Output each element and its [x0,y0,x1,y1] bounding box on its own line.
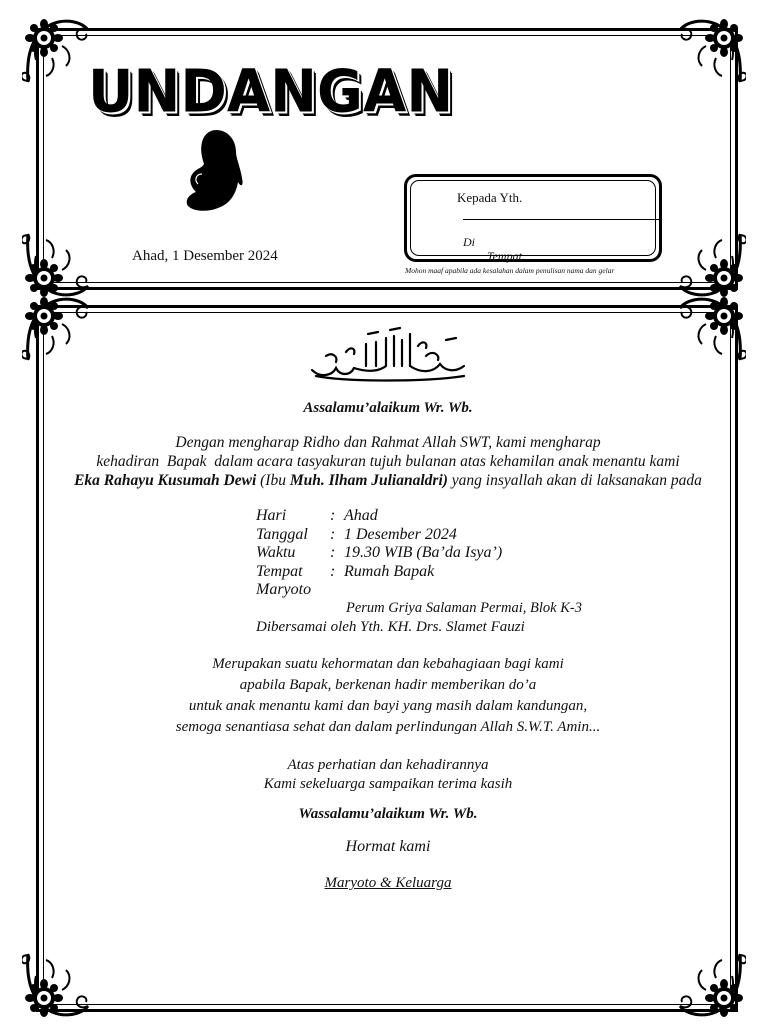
intro-line-2: kehadiran Bapak dalam acara tasyakuran tujuh bulanan atas kehamilan anak menantu kami [96,453,680,470]
corner-ornament-top-right [674,16,746,88]
detail-label: Waktu [256,544,296,561]
invitation-title: UNDANGAN [88,58,454,127]
detail-label: Tempat [256,562,303,580]
accompanied-by: Dibersamai oleh Yth. KH. Drs. Slamet Fauzi [256,619,525,635]
closing-line-1: Merupakan suatu kehormatan dan kebahagiaan bagi kami [212,656,564,672]
recipient-label: Kepada Yth. [457,190,523,205]
corner-ornament-mid-left-lower [22,294,94,366]
closing-paragraph [40,654,736,738]
recipient-box [404,174,662,262]
closing-line-4: semoga senantiasa sehat dan dalam perlindungan Allah S.W.T. Amin... [175,719,601,735]
closing-line-3: untuk anak menantu kami dan bayi yang masih dalam kandungan, [188,698,588,714]
detail-tempat-continued: Maryoto [256,581,312,598]
detail-value: Ahad [344,507,378,524]
farewell: Wassalamu’alaikum Wr. Wb. [298,806,478,822]
detail-sep: : [330,562,336,580]
detail-label: Tanggal [256,525,308,543]
greeting: Assalamu’alaikum Wr. Wb. [303,400,473,416]
apology-note: Mohon maaf apabila ada kesalahan dalam penulisan nama dan gelar [405,266,615,275]
bismillah-calligraphy [306,326,470,382]
thanks-line-1: Atas perhatian dan kehadirannya [287,757,489,773]
recipient-tempat-label: Tempat. [487,249,525,263]
intro-line-3 [40,471,736,490]
signature [40,875,736,892]
pregnant-woman-icon [180,128,250,214]
husband-name: Muh. Ilham Julianaldri) [289,472,448,489]
thanks-paragraph [40,756,736,794]
detail-row-waktu [256,544,502,563]
detail-value: 19.30 WIB (Ba’da Isya’) [344,544,503,561]
recipient-di-label: Di [463,235,475,249]
event-address: Perum Griya Salaman Permai, Blok K-3 [346,600,582,616]
intro-paragraph [40,433,736,490]
closing-line-2: apabila Bapak, berkenan hadir memberikan do’a [239,677,537,693]
corner-ornament-mid-left-upper [22,228,94,300]
detail-row-tanggal [256,526,502,545]
event-details [256,507,502,600]
corner-ornament-mid-right-lower [674,294,746,366]
daughter-name: Eka Rahayu Kusumah Dewi [74,472,257,489]
intro-line-1: Dengan mengharap Ridho dan Rahmat Allah SWT, kami mengharap [175,434,601,451]
detail-row-hari [256,507,502,526]
intro-line-3-end: yang insyallah akan di laksanakan pada [447,472,702,489]
detail-sep: : [330,544,336,561]
header-date: Ahad, 1 Desember 2024 [132,248,278,264]
recipient-name-line [463,219,659,220]
corner-ornament-bottom-left [22,948,94,1020]
detail-value: Rumah Bapak [344,562,435,580]
thanks-line-2: Kami sekeluarga sampaikan terima kasih [263,776,513,792]
detail-label: Hari [256,507,287,524]
ibu-open: (Ibu [256,472,290,489]
corner-ornament-top-left [22,16,94,88]
corner-ornament-bottom-right [674,948,746,1020]
detail-sep: : [330,525,336,543]
signature-name: Maryoto & Keluarga [324,875,452,891]
detail-sep: : [330,507,336,524]
hormat-kami: Hormat kami [345,838,431,855]
corner-ornament-mid-right-upper [674,228,746,300]
detail-value: 1 Desember 2024 [344,525,457,543]
detail-row-tempat [256,563,502,582]
bismillah-text: بِسْمِ اللَّهِ الرَّحْمَنِ الرَّحِيم [383,356,393,357]
